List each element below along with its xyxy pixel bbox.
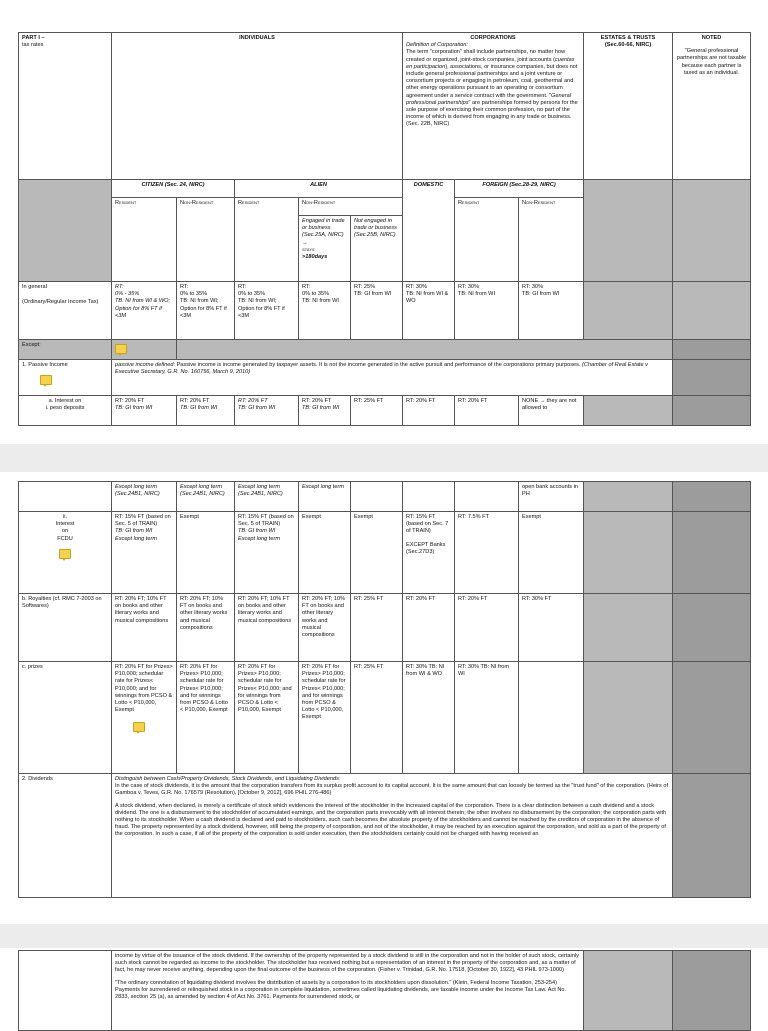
fcdu-label-a: ii. — [62, 514, 68, 520]
etb-days: >180days — [302, 254, 328, 261]
estates-trusts-header-cell — [584, 33, 673, 180]
alien-resident: Resident — [235, 198, 299, 282]
prizes-c1: RT: 20% FT for Prizes> P10,000; schedular rate for Prizes< P10,000; and for winnings from PCSO & Lotto < P10,000, Exempt — [115, 664, 173, 714]
dividends-p1: In the case of stock dividends, it is the amount that the corporation transfers from its surplus profit account to its capital account. It is the same amount that can loosely be termed as the "trust fund" of the corporation. (Heirs of Gamboa v. Teves, G.R. No. 176579 (Resolution), [October 9, 2012], 696 PHIL 276-486) — [115, 783, 669, 797]
prizes-c1-cell — [112, 662, 177, 774]
general-row — [19, 282, 751, 340]
tax-rates-table-3 — [18, 950, 751, 1031]
etb-stays: stays — [302, 246, 315, 253]
fcdu-c8: Exempt — [519, 512, 584, 594]
royalties-c7: RT: 20% FT — [455, 594, 519, 662]
general-label-2: (Ordinary/Regular Income Tax) — [22, 299, 99, 306]
except-gray — [177, 340, 673, 360]
interest-c6: RT: 20% FT — [403, 396, 455, 426]
lt-c2: Except long term (Sec.24B1, NIRC) — [177, 482, 235, 512]
lt-c8: open bank accounts in PH — [519, 482, 584, 512]
lt-c4: Except long term — [299, 482, 351, 512]
royalties-c3: RT: 20% FT; 10% FT on books and other literary works and musical compositions — [235, 594, 299, 662]
comment-icon[interactable] — [59, 549, 71, 559]
royalties-c1: RT: 20% FT; 10% FT on books and other literary works and musical compositions — [112, 594, 177, 662]
corp-definition-title: Definition of Corporation: — [406, 42, 468, 49]
prizes-c8 — [519, 662, 584, 774]
noted-header: NOTED — [701, 35, 722, 41]
comment-icon[interactable] — [133, 722, 145, 732]
lt-noted — [673, 482, 751, 512]
prizes-estates — [584, 662, 673, 774]
part-sub-label: tax rates — [22, 42, 44, 49]
tax-rates-table-2 — [18, 481, 751, 898]
subheader-row — [19, 180, 751, 198]
dividends-label: 2. Dividends — [19, 774, 112, 898]
interest-row — [19, 396, 751, 426]
estates-trusts-header: ESTATES & TRUSTS — [600, 35, 656, 41]
citizen-resident: Resident — [112, 198, 177, 282]
fcdu-c7: RT: 7.5% FT — [455, 512, 519, 594]
long-term-row — [19, 482, 751, 512]
passive-label-cell — [19, 360, 112, 396]
prizes-c6: RT: 30% TB: NI from WI & WO — [403, 662, 455, 774]
fcdu-row — [19, 512, 751, 594]
citizen-non-resident: Non-Resident — [177, 198, 235, 282]
fcdu-label-b: Interest — [55, 521, 75, 528]
fcdu-label-d: FCDU — [57, 535, 73, 542]
page-divider-1 — [0, 444, 768, 472]
noted-text: "General professional partnerships are not taxable because each partner is taxed as an individual. — [676, 48, 747, 76]
royalties-noted — [673, 594, 751, 662]
fcdu-c4: Exempt — [299, 512, 351, 594]
dividends-noted — [673, 774, 751, 898]
interest-c3: RT: 20% FT TB: GI from WI — [235, 396, 299, 426]
prizes-c7: RT: 30% TB: NI from WI — [455, 662, 519, 774]
page-3 — [0, 948, 768, 1024]
general-citizen-resident: RT: 0% - 35% TB: NI from WI & WO; Option for 8% FT if <3M — [112, 282, 177, 340]
except-note-cell — [112, 340, 177, 360]
citizen-header: CITIZEN (Sec. 24, NIRC) — [112, 180, 235, 198]
tax-rates-table-1 — [18, 32, 751, 426]
prizes-label: c. prizes — [19, 662, 112, 774]
prizes-c4: RT: 20% FT for Prizes> P10,000; schedular rate for Prizes< P10,000; and for winnings from PCSO & Lotto < P10,000, Exempt — [299, 662, 351, 774]
estates-gray-cell — [584, 180, 673, 282]
prizes-c2: RT: 20% FT for Prizes> P10,000; schedular rate for Prizes< P10,000; and for winnings from PCSO & Lotto < P10,000, Exempt — [177, 662, 235, 774]
passive-row — [19, 360, 751, 396]
interest-estates — [584, 396, 673, 426]
interest-c1: RT: 20% FT TB: GI from WI — [112, 396, 177, 426]
prizes-c3: RT: 20% FT for Prizes> P10,000; schedular rate for Prizes< P10,000; and for winnings from PCSO & Lotto < P10,000, Exempt — [235, 662, 299, 774]
corporations-header-cell — [403, 33, 584, 180]
interest-c8: NONE → they are not allowed to — [519, 396, 584, 426]
individuals-header: INDIVIDUALS — [112, 33, 403, 180]
fcdu-c5: Exempt — [351, 512, 403, 594]
lt-c6 — [403, 482, 455, 512]
general-citizen-nonresident: RT: 0% to 35% TB: NI from WI; Option for 8% FT if <3M — [177, 282, 235, 340]
part-label-cell — [19, 33, 112, 180]
page-divider-2 — [0, 924, 768, 948]
general-alien-netb: RT: 25% TB: GI from WI — [351, 282, 403, 340]
dividends-title: Distinguish between Cash/Property Dividends, Stock Dividends, and Liquidating Dividends: — [115, 776, 341, 782]
page-2 — [0, 472, 768, 924]
except-row — [19, 340, 751, 360]
corp-definition: The term "corporation" shall include partnerships, no matter how created or organized, joint-stock companies, joint accounts (cuentas en participacion), associations, or insurance companies, but does not include general professional partnerships and a joint venture or consortium projects or engaging in petroleum, coal, geothermal and other energy operations pursuant to an operating or consortium agreement under a service contract with the government. "General professional partnerships" are partnerships formed by persons for the sole purpose of exercising their common profession, no part of the income of which is derived from engaging in any trade or business. (Sec. 22B, NIRC) — [406, 49, 578, 128]
page-1 — [0, 0, 768, 444]
fcdu-c6: RT: 15% FT (based on Sec. 7 of TRAIN) EXCEPT Banks (Sec.27D3) — [403, 512, 455, 594]
general-alien-resident: RT: 0% to 35% TB: NI from WI; Option for 8% FT if <3M — [235, 282, 299, 340]
continued-noted — [673, 951, 751, 1031]
royalties-c5: RT: 25% FT — [351, 594, 403, 662]
lt-c7 — [455, 482, 519, 512]
dividends-p2: A stock dividend, when declared, is merely a certificate of stock which evidences the interest of the stockholder in the increased capital of the corporation. There is a clear distinction between a cash dividend and a stock dividend. The one is a disbursement to the stockholder of accumulated earnings, and the corporation parts irrevocably with all interest therein; the other involves no disbursement by the corporation; the corporation parts with nothing to its stockholder. When a cash dividend is declared and paid to stockholders, such cash becomes the absolute property of the stockholders and cannot be reached by the creditors of corporation in the absence of fraud. The property represented by a stock dividend, however, still being the property of corporation, and not of the stockholder, it may be reached by an execution against the corporation, and sold as a part of the property of the corporation. In such a case, if all of the property of the corporation is sold under execution, then the stockholders certainly could not be charged with having received an — [115, 802, 667, 838]
dividends-row — [19, 774, 751, 898]
lt-c1: Except long term (Sec.24B1, NIRC) — [112, 482, 177, 512]
royalties-c4: RT: 20% FT; 10% FT on books and other literary works and musical compositions — [299, 594, 351, 662]
fcdu-label-cell — [19, 512, 112, 594]
lt-estates — [584, 482, 673, 512]
passive-noted — [673, 360, 751, 396]
lt-label — [19, 482, 112, 512]
interest-label-b: i. peso deposits — [45, 405, 85, 412]
general-noted — [673, 282, 751, 340]
interest-label-a: a. Interest on — [48, 398, 82, 405]
royalties-row — [19, 594, 751, 662]
foreign-non-resident: Non-Resident — [519, 198, 584, 282]
etb-cell — [299, 216, 351, 282]
royalties-c8: RT: 30% FT — [519, 594, 584, 662]
noted-gray-cell — [673, 180, 751, 282]
passive-definition: passive income defined: Passive income is income generated by taxpayer assets. It is not the income generated in the active pursuit and performance of the corporations primary purposes. (Chamber of Real Estate v Executive Secretary, G.R. No. 160756, March 9, 2010) — [112, 360, 673, 396]
general-estates — [584, 282, 673, 340]
royalties-c2: RT: 20% FT; 10% FT on books and other literary works and musical compositions — [177, 594, 235, 662]
dividends-text-cell — [112, 774, 673, 898]
fcdu-c1: RT: 15% FT (based on Sec. 5 of TRAIN) TB: GI from WI Except long term — [112, 512, 177, 594]
lt-c3: Except long term (Sec.24B1, NIRC) — [235, 482, 299, 512]
general-alien-etb: RT: 0% to 35% TB: NI from WI — [299, 282, 351, 340]
lt-c5 — [351, 482, 403, 512]
dividends-continued-row — [19, 951, 751, 1031]
prizes-c5: RT: 25% FT — [351, 662, 403, 774]
netb-text: Not engaged in trade or business (Sec.25B, NIRC) — [351, 216, 403, 282]
interest-noted — [673, 396, 751, 426]
fcdu-label-c: on — [61, 528, 69, 535]
alien-header: ALIEN — [235, 180, 403, 198]
corporations-header: CORPORATIONS — [470, 35, 516, 41]
estates-trusts-sub: (Sec.60-66, NIRC) — [604, 42, 652, 49]
except-label: Except: — [19, 340, 112, 360]
general-label: In general — [22, 284, 47, 290]
fcdu-c3: RT: 15% FT (based on Sec. 5 of TRAIN) TB: GI from WI Except long term — [235, 512, 299, 594]
noted-header-cell — [673, 33, 751, 180]
continued-p2: "The ordinary connotation of liquidating dividend involves the distribution of assets by a corporation to its stockholders upon dissolution." (Klein, Federal Income Taxation, 253-254) Payments for surrendered or relinquished stock in a corporation in complete liquidation, sometimes called liquidating dividends, are taxable income under the Income Tax Law. Act No. 2833, section 25 (a), as amended by section 4 of Act No. 3761. Payments for surrendered stock, or — [115, 979, 567, 1001]
royalties-estates — [584, 594, 673, 662]
foreign-resident: Resident — [455, 198, 519, 282]
domestic-header: DOMESTIC — [403, 180, 455, 282]
continued-estates — [584, 951, 673, 1031]
except-noted — [673, 340, 751, 360]
part-label: PART I – — [22, 35, 45, 41]
fcdu-noted — [673, 512, 751, 594]
general-label-cell — [19, 282, 112, 340]
royalties-c6: RT: 20% FT — [403, 594, 455, 662]
continued-text-cell — [112, 951, 584, 1031]
comment-icon[interactable] — [40, 375, 52, 385]
general-foreign-nonresident: RT: 30% TB: GI from WI — [519, 282, 584, 340]
prizes-row — [19, 662, 751, 774]
general-foreign-resident: RT: 30% TB: NI from WI — [455, 282, 519, 340]
interest-c2: RT: 20% FT TB: GI from WI — [177, 396, 235, 426]
royalties-label: b. Royalties (cf. RMC 7-2003 on Softwares) — [19, 594, 112, 662]
comment-icon[interactable] — [115, 344, 127, 354]
header-row — [19, 33, 751, 180]
continued-p1: income by virtue of the issuance of the stock dividend. If the ownership of the property represented by a stock dividend is still in the corporation and not in the holder of such stock, certainly such stock cannot be regarded as income to the stockholder. The stockholder has received nothing but a representation of an interest in the property of the corporation and, as a matter of fact, he may never receive anything, depending upon the final outcome of the business of the corporation. (Fisher v. Trinidad, G.R. No. 17518, [October 30, 1922], 43 PHIL 973-1000) — [115, 953, 579, 974]
blank-label-cell — [19, 180, 112, 282]
interest-c5: RT: 25% FT — [351, 396, 403, 426]
interest-c4: RT: 20% FT TB: GI from WI — [299, 396, 351, 426]
interest-label-cell — [19, 396, 112, 426]
continued-label — [19, 951, 112, 1031]
etb-text: Engaged in trade or business (Sec.25A, NIRC) → — [302, 218, 345, 246]
fcdu-c2: Exempt — [177, 512, 235, 594]
fcdu-estates — [584, 512, 673, 594]
passive-label: 1. Passive Income — [22, 362, 68, 369]
general-domestic: RT: 30% TB: NI from WI & WO — [403, 282, 455, 340]
foreign-header: FOREIGN (Sec.28-29, NIRC) — [455, 180, 584, 198]
alien-non-resident: Non-Resident — [299, 198, 403, 216]
prizes-noted — [673, 662, 751, 774]
interest-c7: RT: 20% FT — [455, 396, 519, 426]
